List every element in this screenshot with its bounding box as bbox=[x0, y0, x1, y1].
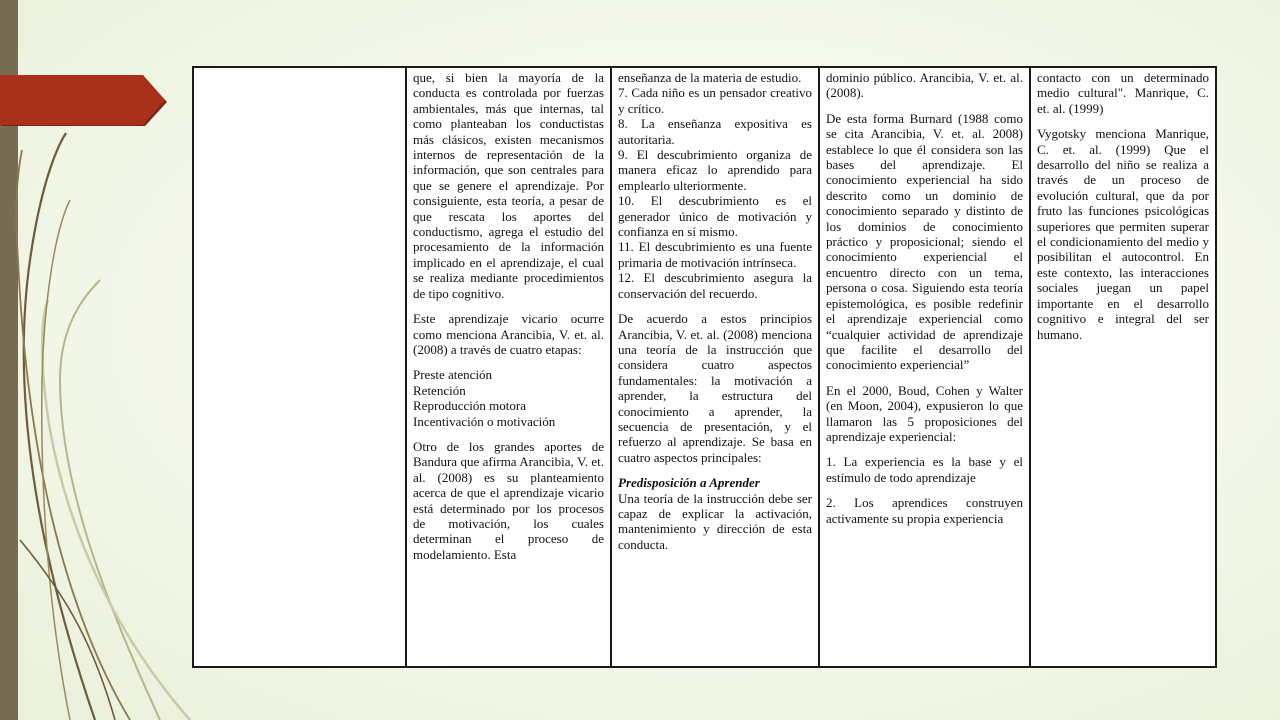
table-cell-col-5 bbox=[1029, 68, 1215, 666]
table-cell-col-1 bbox=[194, 68, 405, 666]
list-item-11: 11. El descubrimiento es una fuente primaria de motivación intrínseca. bbox=[618, 239, 812, 270]
paragraph-predisposition: Una teoría de la instrucción debe ser capaz de explicar la activación, mantenimiento y dirección de esta conducta. bbox=[618, 490, 812, 552]
proposition-item-2: 2. Los aprendices construyen activamente su propia experiencia bbox=[826, 495, 1023, 526]
stage-item-motivation: Incentivación o motivación bbox=[413, 413, 556, 429]
paragraph-cultural-contact: contacto con un determinado medio cultural". Manrique, C. et. al. (1999) bbox=[1037, 70, 1209, 116]
paragraph-instruction-theory: De acuerdo a estos principios Arancibia, V. et. al. (2008) menciona una teoría de la instrucción que considera cuatro aspectos fundamentales: la motivación a aprender, la estructura del conocimiento a aprender, la secuencia de presentación, y el refuerzo al aprendizaje. Se basa en cuatro aspectos principales: bbox=[618, 311, 812, 465]
subheading-predisposition: Predisposición a Aprender bbox=[618, 475, 760, 491]
list-item-teaching-subject: enseñanza de la materia de estudio. bbox=[618, 70, 802, 85]
red-arrow-marker bbox=[0, 75, 168, 127]
swirl-line-3 bbox=[60, 280, 160, 720]
list-item-7: 7. Cada niño es un pensador creativo y crítico. bbox=[618, 85, 812, 116]
proposition-item-1: 1. La experiencia es la base y el estímulo de todo aprendizaje bbox=[826, 454, 1023, 485]
paragraph-public-domain: dominio público. Arancibia, V. et. al. (2008). bbox=[826, 70, 1023, 101]
paragraph-cognitive-theory: que, si bien la mayoría de la conducta es controlada por fuerzas ambientales, más que internas, tal como planteaban los conductistas más clásicos, existen mecanismos internos de representación de la información, que son centrales para que se genere el aprendizaje. Por consiguiente, esta teoría, a pesar de que rescata los aportes del conductismo, agrega el estudio del procesamiento de la información implicado en el aprendizaje, el cual se realiza mediante procedimientos de tipo cognitivo. bbox=[413, 70, 604, 301]
stage-item-retention: Retención bbox=[413, 382, 466, 398]
paragraph-vicarious-learning: Este aprendizaje vicario ocurre como menciona Arancibia, V. et. al. (2008) a través de cuatro etapas: bbox=[413, 311, 604, 357]
paragraph-boud-cohen-walter: En el 2000, Boud, Cohen y Walter (en Moon, 2004), expusieron lo que llamaron las 5 proposiciones del aprendizaje experiencial: bbox=[826, 382, 1023, 444]
paragraph-vygotsky: Vygotsky menciona Manrique, C. et. al. (1999) Que el desarrollo del niño se realiza a través de un proceso de evolución cultural, que da por fruto las funciones psicológicas superiores que permiten superar el condicionamiento del medio y posibilitan el autocontrol. En este contexto, las interacciones sociales juegan un papel importante en el desarrollo cognitivo e integral del ser humano. bbox=[1037, 126, 1209, 342]
stage-item-attention: Preste atención bbox=[413, 367, 493, 383]
table-cell-col-4 bbox=[818, 68, 1029, 666]
paragraph-burnard: De esta forma Burnard (1988 como se cita Arancibia, V. et. al. 2008) establece lo que él considera son las bases del aprendizaje. El conocimiento experiencial ha sido descrito como un dominio de conocimiento separado y distinto de los dominios de conocimiento práctico y proposicional; siendo el conocimiento experiencial el encuentro directo con un tema, persona o cosa. Siguiendo esta teoría epistemológica, es posible redefinir el aprendizaje experiencial como “cualquier actividad de aprendizaje que facilite el desarrollo del conocimiento experiencial” bbox=[826, 110, 1023, 373]
content-table bbox=[192, 66, 1217, 668]
paragraph-bandura: Otro de los grandes aportes de Bandura que afirma Arancibia, V. et. al. (2008) es su planteamiento acerca de que el aprendizaje vicario está determinado por los procesos de motivación, los cuales determinan el proceso de modelamiento. Esta bbox=[413, 438, 604, 562]
stage-item-motor-reproduction: Reproducción motora bbox=[413, 398, 526, 414]
table-cell-col-2 bbox=[405, 68, 610, 666]
swirl-line-4 bbox=[42, 300, 190, 720]
subheading-wrapper bbox=[618, 475, 812, 490]
list-item-10: 10. El descubrimiento es el generador único de motivación y confianza en sí mismo. bbox=[618, 193, 812, 240]
table-cell-col-3 bbox=[610, 68, 818, 666]
list-item-8: 8. La enseñanza expositiva es autoritaria. bbox=[618, 116, 812, 147]
list-item-12: 12. El descubrimiento asegura la conservación del recuerdo. bbox=[618, 270, 812, 301]
list-item-9: 9. El descubrimiento organiza de manera eficaz lo aprendido para emplearlo ulteriormente. bbox=[618, 147, 812, 193]
